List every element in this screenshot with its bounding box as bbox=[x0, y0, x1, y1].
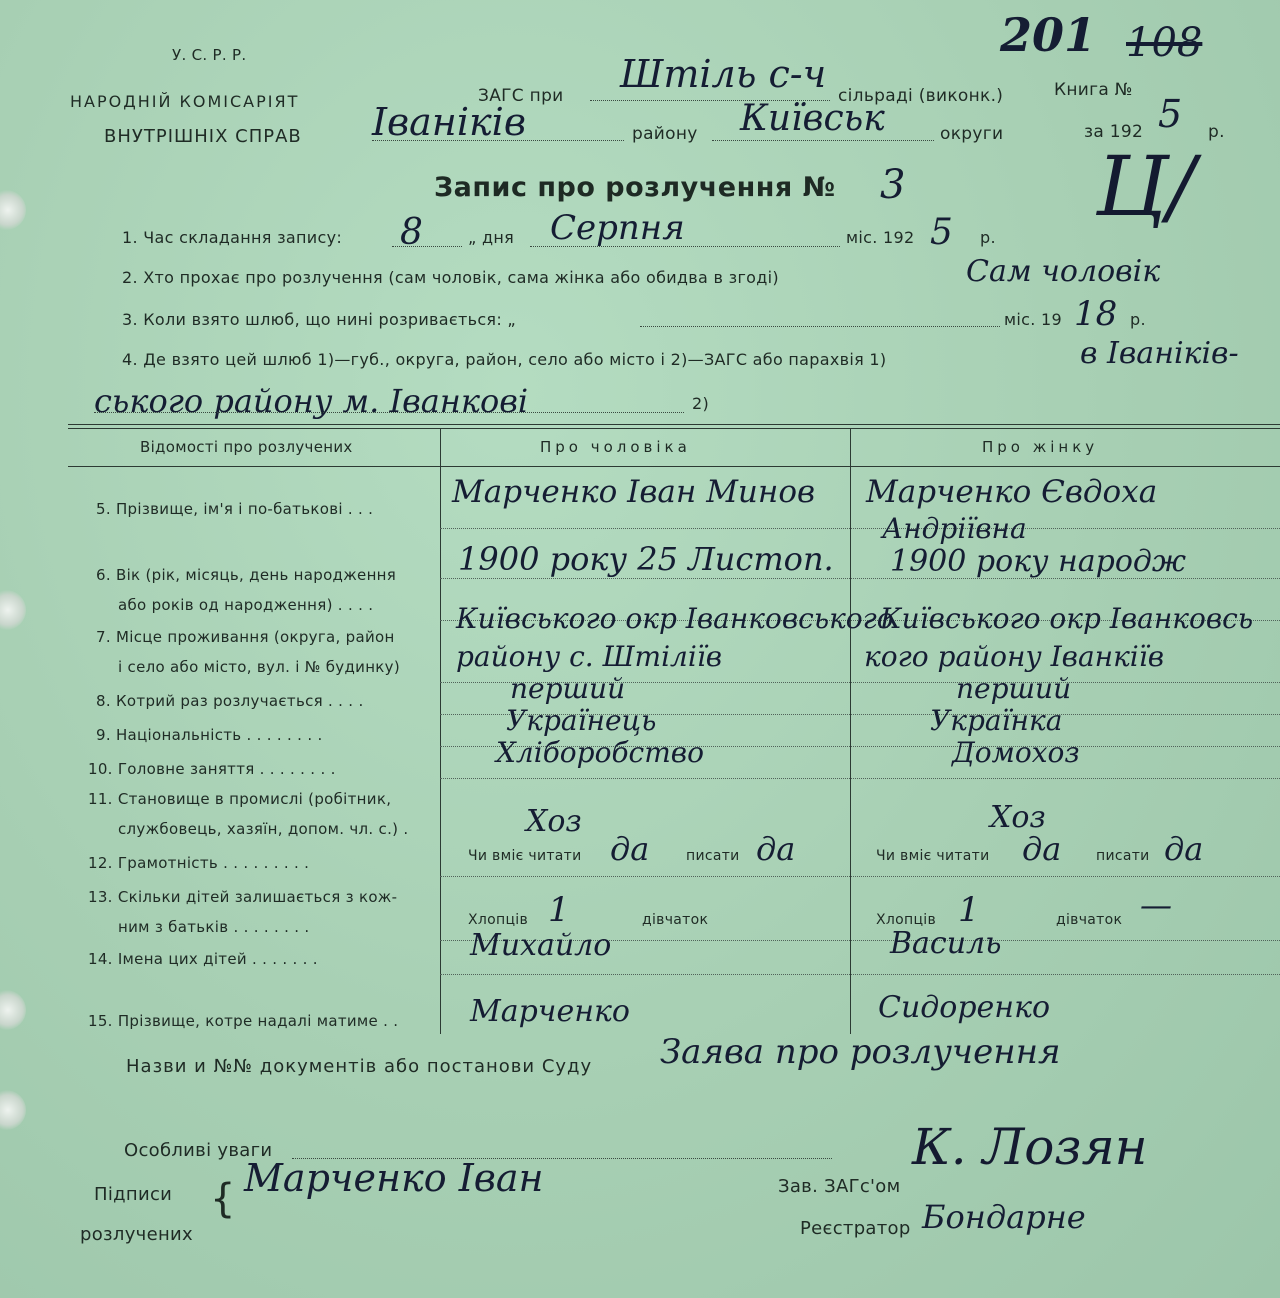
husband-girls-label: дівчаток bbox=[642, 912, 709, 928]
husband-write-handwritten: да bbox=[756, 830, 796, 868]
row-label-divorce-count: 8. Котрий раз розлучається . . . . bbox=[96, 692, 364, 710]
husband-residence-2: району с. Штіліїв bbox=[456, 640, 723, 673]
page-title: Запис про розлучення № bbox=[434, 172, 836, 203]
binder-hole bbox=[0, 990, 26, 1030]
signatures-label: Підписи bbox=[94, 1184, 173, 1205]
table-top-border bbox=[68, 424, 1280, 425]
table-column-divider bbox=[440, 428, 441, 1034]
husband-occupation: Хліборобство bbox=[496, 736, 704, 769]
wife-boys-label: Хлопців bbox=[876, 912, 937, 928]
binder-hole bbox=[0, 590, 26, 630]
q3-line bbox=[640, 326, 1000, 327]
q4-label: 4. Де взято цей шлюб 1)—губ., округа, район, село або місто і 2)—ЗАГС або парахвія 1) bbox=[122, 350, 887, 369]
head-label: Зав. ЗАГс'ом bbox=[778, 1176, 901, 1197]
signatures-label-cont: розлучених bbox=[80, 1224, 193, 1245]
q2-label: 2. Хто прохає про розлучення (сам чоловік, сама жінка або обидва в згоді) bbox=[122, 268, 779, 287]
husband-children-names: Михайло bbox=[470, 928, 612, 963]
row-label-industry-status: 11. Становище в промислі (робітник, bbox=[88, 790, 392, 808]
q1-month-handwritten: Серпня bbox=[550, 208, 685, 248]
binder-hole bbox=[0, 1090, 26, 1130]
q3-year-suffix: р. bbox=[1130, 310, 1146, 329]
documents-handwritten: Заява про розлучення bbox=[660, 1032, 1061, 1072]
husband-residence-1: Київського окр Іванковського bbox=[456, 602, 894, 635]
q3-month-label: міс. 19 bbox=[1004, 310, 1062, 329]
table-header-border bbox=[68, 466, 1280, 467]
q4-answer1-handwritten: в Іваніків- bbox=[1080, 336, 1239, 371]
q1-month-line bbox=[530, 246, 840, 247]
q3-year-handwritten: 18 bbox=[1074, 294, 1118, 334]
wife-boys-handwritten: 1 bbox=[958, 890, 980, 930]
special-notes-label: Особливі уваги bbox=[124, 1140, 273, 1161]
wife-girls-label: дівчаток bbox=[1056, 912, 1123, 928]
q4-line bbox=[94, 412, 684, 413]
row-label-name: 5. Прізвище, ім'я і по-батькові . . . bbox=[96, 500, 374, 518]
husband-boys-label: Хлопців bbox=[468, 912, 529, 928]
husband-future-surname: Марченко bbox=[470, 994, 630, 1029]
row-label-children-count-cont: ним з батьків . . . . . . . . bbox=[118, 918, 310, 936]
q1-month-label: міс. 192 bbox=[846, 228, 915, 247]
commissariat-line1: НАРОДНІЙ КОМІСАРІЯТ bbox=[70, 92, 300, 111]
village-handwritten: Штіль с-ч bbox=[620, 52, 827, 96]
wife-write-label: писати bbox=[1096, 848, 1150, 864]
book-label: Книга № bbox=[1054, 80, 1133, 100]
q3-label: 3. Коли взято шлюб, що нині розривається: „ bbox=[122, 310, 517, 329]
q1-day-handwritten: 8 bbox=[400, 212, 423, 253]
zags-label: ЗАГС при bbox=[478, 86, 564, 106]
title-number-handwritten: 3 bbox=[880, 162, 906, 208]
q4-answer2-handwritten: ського району м. Іванкові bbox=[94, 382, 529, 420]
row-label-future-surname: 15. Прізвище, котре надалі матиме . . bbox=[88, 1012, 399, 1030]
row-label-residence: 7. Місце проживання (округа, район bbox=[96, 628, 395, 646]
husband-nationality: Українець bbox=[506, 704, 657, 737]
wife-occupation: Домохоз bbox=[952, 736, 1080, 769]
q1-year-handwritten: 5 bbox=[930, 212, 953, 253]
husband-industry-status: Хоз bbox=[526, 804, 582, 839]
wife-industry-status: Хоз bbox=[990, 800, 1046, 835]
row-label-industry-status-cont: службовець, хазяїн, допом. чл. с.) . bbox=[118, 820, 409, 838]
wife-residence-1: Київського окр Іванковсь bbox=[880, 602, 1254, 635]
col-header-husband: Про чоловіка bbox=[540, 438, 691, 456]
wife-write-handwritten: да bbox=[1164, 830, 1204, 868]
husband-write-label: писати bbox=[686, 848, 740, 864]
q2-answer-handwritten: Сам чоловік bbox=[966, 254, 1161, 289]
year-handwritten: 5 bbox=[1158, 92, 1183, 136]
col-header-wife: Про жінку bbox=[982, 438, 1099, 456]
husband-read-label: Чи вміє читати bbox=[468, 848, 582, 864]
wife-divorce-count: перший bbox=[956, 672, 1072, 705]
row-label-residence-cont: і село або місто, вул. і № будинку) bbox=[118, 658, 401, 676]
district-label: району bbox=[632, 124, 698, 144]
village-suffix: сільраді (виконк.) bbox=[838, 86, 1004, 106]
wife-name: Марченко Євдоха bbox=[866, 474, 1158, 510]
husband-boys-handwritten: 1 bbox=[548, 890, 570, 930]
wife-girls-handwritten: — bbox=[1140, 886, 1172, 924]
q1-day-line bbox=[392, 246, 462, 247]
book-number-crossed: 108 bbox=[1126, 20, 1203, 66]
wife-birth: 1900 року народж bbox=[890, 544, 1187, 579]
registrar-label: Реєстратор bbox=[800, 1218, 911, 1239]
ussr-header: У. С. Р. Р. bbox=[172, 46, 247, 64]
binder-hole bbox=[0, 190, 26, 230]
row-rule bbox=[440, 876, 1280, 877]
wife-read-label: Чи вміє читати bbox=[876, 848, 990, 864]
signatures-brace: { bbox=[210, 1176, 236, 1222]
col-header-info: Відомості про розлучених bbox=[140, 438, 353, 456]
wife-children-names: Василь bbox=[890, 926, 1002, 961]
commissariat-line2: ВНУТРІШНІХ СПРАВ bbox=[104, 126, 302, 147]
husband-name: Марченко Іван Минов bbox=[452, 474, 816, 510]
wife-future-surname: Сидоренко bbox=[878, 990, 1051, 1025]
row-label-literacy: 12. Грамотність . . . . . . . . . bbox=[88, 854, 310, 872]
head-signature: К. Лозян bbox=[912, 1118, 1148, 1176]
corner-mark-handwritten: Ц/ bbox=[1096, 140, 1196, 235]
wife-nationality: Українка bbox=[930, 704, 1063, 737]
row-label-age: 6. Вік (рік, місяць, день народження bbox=[96, 566, 397, 584]
q1-day-label: „ дня bbox=[468, 228, 515, 247]
table-column-divider bbox=[850, 428, 851, 1034]
row-label-children-names: 14. Імена цих дітей . . . . . . . bbox=[88, 950, 318, 968]
q1-label: 1. Час складання запису: bbox=[122, 228, 343, 247]
row-label-age-cont: або років од народження) . . . . bbox=[118, 596, 374, 614]
district-line bbox=[372, 140, 624, 141]
row-rule bbox=[440, 528, 1280, 529]
year-prefix: за 192 bbox=[1084, 122, 1144, 142]
table-top-border-double bbox=[68, 428, 1280, 429]
husband-birth: 1900 року 25 Листоп. bbox=[458, 540, 834, 578]
q4-item2-label: 2) bbox=[692, 394, 710, 413]
year-suffix: р. bbox=[1208, 122, 1225, 142]
okruga-label: округи bbox=[940, 124, 1004, 144]
wife-residence-2: кого району Іванкіїв bbox=[864, 640, 1165, 673]
okruga-line bbox=[712, 140, 934, 141]
row-label-occupation: 10. Головне заняття . . . . . . . . bbox=[88, 760, 336, 778]
husband-divorce-count: перший bbox=[510, 672, 626, 705]
spouse-signature: Марченко Іван bbox=[244, 1156, 544, 1200]
row-label-children-count: 13. Скільки дітей залишається з кож- bbox=[88, 888, 398, 906]
okruga-handwritten: Київськ bbox=[740, 98, 885, 139]
book-number-handwritten: 201 bbox=[1000, 8, 1097, 62]
row-rule bbox=[440, 778, 1280, 779]
documents-label: Назви и №№ документів або постанови Суду bbox=[126, 1056, 593, 1077]
q1-year-suffix: р. bbox=[980, 228, 996, 247]
registrar-signature: Бондарне bbox=[922, 1198, 1086, 1236]
wife-patronymic: Андріївна bbox=[882, 512, 1027, 545]
row-rule bbox=[440, 974, 1280, 975]
husband-read-handwritten: да bbox=[610, 830, 650, 868]
row-label-nationality: 9. Національність . . . . . . . . bbox=[96, 726, 323, 744]
district-handwritten: Іваніків bbox=[372, 100, 526, 144]
wife-read-handwritten: да bbox=[1022, 830, 1062, 868]
